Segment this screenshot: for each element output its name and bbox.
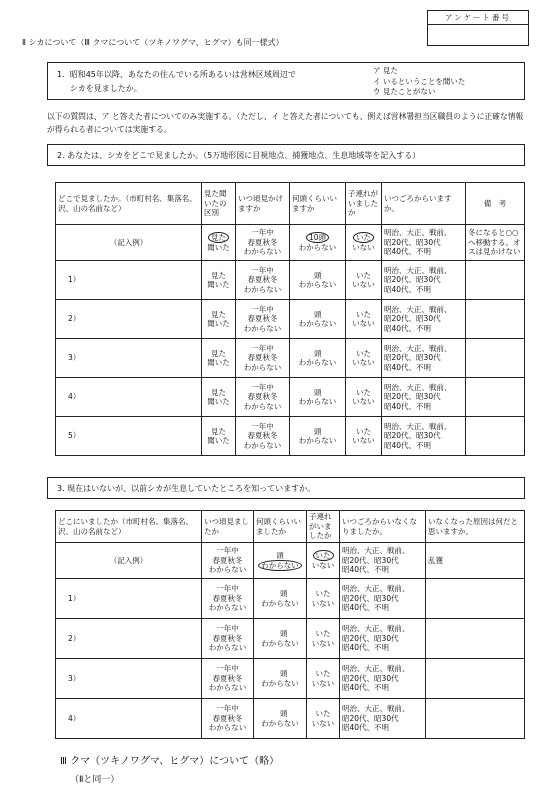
row-remarks[interactable]: [466, 378, 525, 417]
row-seen[interactable]: 見た 聞いた: [202, 339, 236, 378]
example-cubs: いた いない: [307, 543, 340, 579]
survey-number-box: [427, 10, 529, 46]
row-cubs[interactable]: いた いない: [346, 417, 382, 456]
header-remarks: 備 考: [466, 183, 525, 225]
table-row: [56, 579, 525, 619]
row-count[interactable]: 頭 わからない: [290, 300, 346, 339]
row-count[interactable]: 頭 わからない: [290, 339, 346, 378]
row-label[interactable]: 4）: [56, 378, 202, 417]
row-remarks[interactable]: [466, 261, 525, 300]
header-cubs: 子連れがいましたか: [346, 183, 382, 225]
row-when[interactable]: 一年中 春夏秋冬 わからない: [236, 417, 290, 456]
instruction-note: 以下の質問は、ア と答えた者についてのみ実施する。（ただし、イ と答えた者についても、例えば営林署担当区職員のように正確な情報が得られる者については実施する。: [47, 112, 524, 134]
table-row: [56, 699, 525, 739]
row-count[interactable]: 頭 わからない: [254, 619, 307, 659]
row-since[interactable]: 明治、大正、戦前、 昭20代、昭30代 昭40代、不明: [340, 619, 426, 659]
example-label: （記入例）: [56, 225, 202, 261]
header-location: どこにいましたか（市町村名、集落名、沢、山の名前など）: [56, 511, 202, 543]
row-cubs[interactable]: いた いない: [346, 339, 382, 378]
row-count[interactable]: 頭 わからない: [254, 699, 307, 739]
row-since[interactable]: 明治、大正、戦前、 昭20代、昭30代 昭40代、不明: [382, 261, 466, 300]
example-cause: 乱獲: [426, 543, 525, 579]
question-2-text: 2. あなたは、シカをどこで見ましたか。（5万地形図に目視地点、捕獲地点、生息地域等を記入する）: [57, 151, 421, 160]
row-label[interactable]: 1）: [56, 579, 202, 619]
row-cubs[interactable]: いた いない: [307, 659, 340, 699]
header-cubs: 子連れがいましたか: [307, 511, 340, 543]
row-when[interactable]: 一年中 春夏秋冬 わからない: [236, 300, 290, 339]
row-since[interactable]: 明治、大正、戦前、 昭20代、昭30代 昭40代、不明: [340, 579, 426, 619]
row-label[interactable]: 3）: [56, 339, 202, 378]
table2-header-row: [56, 511, 525, 543]
header-when: いつ頃見かけますか: [236, 183, 290, 225]
option-i[interactable]: イ いるということを聞いた: [373, 76, 466, 86]
row-when[interactable]: 一年中 春夏秋冬 わからない: [236, 339, 290, 378]
sightings-table: [55, 182, 525, 456]
row-label[interactable]: 4）: [56, 699, 202, 739]
row-label[interactable]: 2）: [56, 300, 202, 339]
example-count: 頭 わからない: [254, 543, 307, 579]
example-label: （記入例）: [56, 543, 202, 579]
table-row: [56, 659, 525, 699]
row-label[interactable]: 2）: [56, 619, 202, 659]
header-since: いつごろからいますか。: [382, 183, 466, 225]
row-remarks[interactable]: [466, 417, 525, 456]
row-when[interactable]: 一年中 春夏秋冬 わからない: [202, 699, 254, 739]
table1-rows: [56, 261, 525, 456]
survey-number-field[interactable]: [428, 25, 528, 47]
section-3-title: Ⅲ クマ（ツキノワグマ、ヒグマ）について（略）: [60, 756, 280, 767]
row-since[interactable]: 明治、大正、戦前、 昭20代、昭30代 昭40代、不明: [340, 699, 426, 739]
header-when: いつ頃見ましたか: [202, 511, 254, 543]
row-cubs[interactable]: いた いない: [307, 619, 340, 659]
header-since: いつごろからいなくなりましたか。: [340, 511, 426, 543]
question-1-options: [373, 66, 465, 98]
row-when[interactable]: 一年中 春夏秋冬 わからない: [236, 261, 290, 300]
row-cubs[interactable]: いた いない: [346, 300, 382, 339]
row-since[interactable]: 明治、大正、戦前、 昭20代、昭30代 昭40代、不明: [340, 659, 426, 699]
row-cubs[interactable]: いた いない: [346, 261, 382, 300]
example-row: [56, 543, 525, 579]
question-1-box: [47, 62, 525, 100]
row-when[interactable]: 一年中 春夏秋冬 わからない: [202, 619, 254, 659]
table-row: [56, 261, 525, 300]
row-since[interactable]: 明治、大正、戦前、 昭20代、昭30代 昭40代、不明: [382, 417, 466, 456]
example-remarks: 冬になると○○へ移動する。オスは見かけない: [466, 225, 525, 261]
past-habitat-table: [55, 510, 525, 739]
row-label[interactable]: 1）: [56, 261, 202, 300]
option-a[interactable]: ア 見た: [373, 66, 398, 75]
row-seen[interactable]: 見た 聞いた: [202, 417, 236, 456]
table-header-row: [56, 183, 525, 225]
row-count[interactable]: 頭 わからない: [290, 417, 346, 456]
example-row: [56, 225, 525, 261]
row-seen[interactable]: 見た 聞いた: [202, 378, 236, 417]
row-seen[interactable]: 見た 聞いた: [202, 261, 236, 300]
question-3-text: 3. 現在はいないが、以前シカが生息していたところを知っていますか。: [57, 484, 316, 493]
row-when[interactable]: 一年中 春夏秋冬 わからない: [202, 659, 254, 699]
header-count: 何頭くらいいますか: [290, 183, 346, 225]
row-since[interactable]: 明治、大正、戦前、 昭20代、昭30代 昭40代、不明: [382, 339, 466, 378]
header-location: どこで見ましたか。（市町村名、集落名、沢、山の名前など）: [56, 183, 202, 225]
row-count[interactable]: 頭 わからない: [290, 378, 346, 417]
row-label[interactable]: 5）: [56, 417, 202, 456]
row-label[interactable]: 3）: [56, 659, 202, 699]
survey-number-label: アンケート番号: [428, 11, 528, 25]
example-seen: 見た 聞いた: [202, 225, 236, 261]
row-seen[interactable]: 見た 聞いた: [202, 300, 236, 339]
row-remarks[interactable]: [466, 300, 525, 339]
row-cause[interactable]: [426, 699, 525, 739]
example-cubs: いた いない: [346, 225, 382, 261]
example-since: 明治、大正、戦前、 昭20代、昭30代 昭40代、不明: [382, 225, 466, 261]
row-count[interactable]: 頭 わからない: [290, 261, 346, 300]
row-cause[interactable]: [426, 619, 525, 659]
example-when: 一年中 春夏秋冬 わからない: [202, 543, 254, 579]
row-cubs[interactable]: いた いない: [307, 699, 340, 739]
row-when[interactable]: 一年中 春夏秋冬 わからない: [236, 378, 290, 417]
section-3-note: （Ⅱと同一）: [70, 775, 120, 785]
table-row: [56, 300, 525, 339]
example-seen-circled: 見た: [208, 232, 229, 243]
row-cubs[interactable]: いた いない: [346, 378, 382, 417]
question-2-box: [47, 144, 525, 166]
header-cause: いなくなった原因は何だと思いますか。: [426, 511, 525, 543]
row-remarks[interactable]: [466, 339, 525, 378]
header-count: 何頭くらいいましたか: [254, 511, 307, 543]
row-since[interactable]: 明治、大正、戦前、 昭20代、昭30代 昭40代、不明: [382, 378, 466, 417]
row-when[interactable]: 一年中 春夏秋冬 わからない: [202, 579, 254, 619]
row-cubs[interactable]: いた いない: [307, 579, 340, 619]
header-seen-heard: 見た聞いたの区別: [202, 183, 236, 225]
option-u[interactable]: ウ 見たことがない: [373, 87, 436, 96]
row-count[interactable]: 頭 わからない: [254, 579, 307, 619]
table2-rows: [56, 579, 525, 739]
example-since: 明治、大正、戦前、 昭20代、昭30代 昭40代、不明: [340, 543, 426, 579]
question-3-box: [47, 477, 525, 499]
example-count: 10頭 わからない: [290, 225, 346, 261]
table-row: [56, 417, 525, 456]
row-cause[interactable]: [426, 659, 525, 699]
table-row: [56, 378, 525, 417]
table-row: [56, 339, 525, 378]
table-row: [56, 619, 525, 659]
section-title: Ⅱ シカについて（Ⅲ クマについて（ツキノワグマ、ヒグマ）も同一様式）: [22, 38, 284, 47]
row-cause[interactable]: [426, 579, 525, 619]
row-since[interactable]: 明治、大正、戦前、 昭20代、昭30代 昭40代、不明: [382, 300, 466, 339]
row-count[interactable]: 頭 わからない: [254, 659, 307, 699]
example-when: 一年中 春夏秋冬 わからない: [236, 225, 290, 261]
question-1-text: 1. 昭和45年以降、あなたの住んでいる所あるいは営林区域周辺で シカを見ましたか。: [57, 70, 296, 93]
